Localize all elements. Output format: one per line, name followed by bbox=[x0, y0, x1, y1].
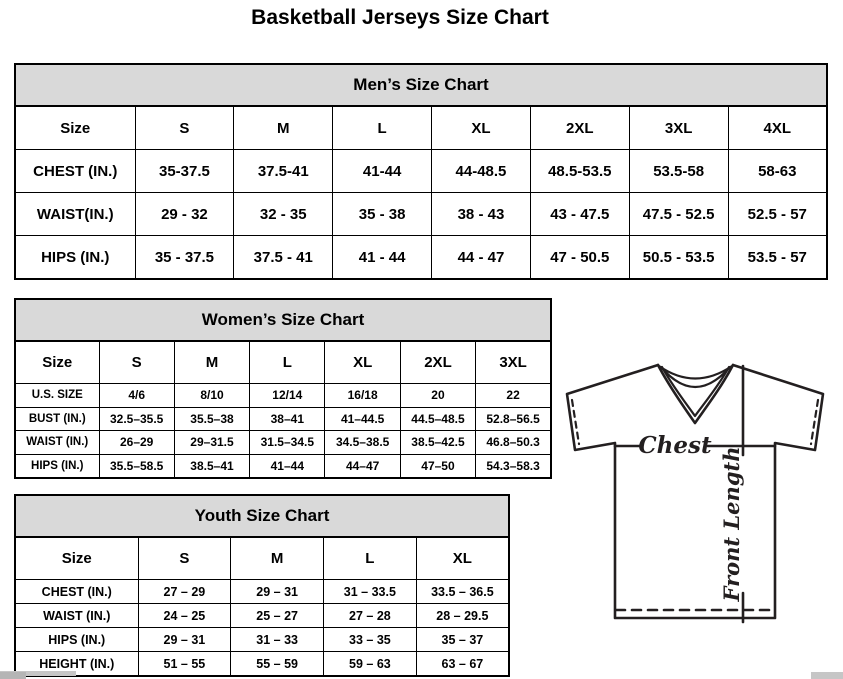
column-header: S bbox=[99, 341, 174, 384]
size-value-cell: 27 – 29 bbox=[138, 580, 231, 604]
size-value-cell: 29 – 31 bbox=[231, 580, 324, 604]
size-value-cell: 31.5–34.5 bbox=[250, 431, 325, 455]
size-value-cell: 41 - 44 bbox=[333, 236, 432, 280]
size-value-cell: 52.5 - 57 bbox=[728, 193, 827, 236]
size-value-cell: 41-44 bbox=[333, 150, 432, 193]
size-value-cell: 55 – 59 bbox=[231, 652, 324, 677]
youth-size-table bbox=[14, 494, 510, 677]
mens-size-table bbox=[14, 63, 828, 280]
size-value-cell: 16/18 bbox=[325, 384, 400, 408]
size-value-cell: 47–50 bbox=[400, 454, 475, 478]
size-value-cell: 32.5–35.5 bbox=[99, 407, 174, 431]
column-header: S bbox=[135, 106, 234, 150]
size-value-cell: 51 – 55 bbox=[138, 652, 231, 677]
size-value-cell: 54.3–58.3 bbox=[476, 454, 551, 478]
column-header: Size bbox=[15, 537, 138, 580]
row-label: HIPS (IN.) bbox=[15, 236, 135, 280]
row-label: CHEST (IN.) bbox=[15, 580, 138, 604]
column-header: 2XL bbox=[530, 106, 629, 150]
size-value-cell: 35-37.5 bbox=[135, 150, 234, 193]
size-value-cell: 38–41 bbox=[250, 407, 325, 431]
row-label: BUST (IN.) bbox=[15, 407, 99, 431]
size-value-cell: 28 – 29.5 bbox=[416, 604, 509, 628]
table-row bbox=[15, 454, 551, 478]
size-value-cell: 34.5–38.5 bbox=[325, 431, 400, 455]
table-row bbox=[15, 652, 509, 677]
size-value-cell: 47 - 50.5 bbox=[530, 236, 629, 280]
size-value-cell: 53.5-58 bbox=[629, 150, 728, 193]
row-label: CHEST (IN.) bbox=[15, 150, 135, 193]
table-title: Youth Size Chart bbox=[15, 495, 509, 537]
size-value-cell: 37.5 - 41 bbox=[234, 236, 333, 280]
table-row bbox=[15, 580, 509, 604]
size-value-cell: 44–47 bbox=[325, 454, 400, 478]
size-value-cell: 48.5-53.5 bbox=[530, 150, 629, 193]
table-row bbox=[15, 431, 551, 455]
column-header: Size bbox=[15, 341, 99, 384]
size-value-cell: 46.8–50.3 bbox=[476, 431, 551, 455]
size-value-cell: 52.8–56.5 bbox=[476, 407, 551, 431]
size-value-cell: 47.5 - 52.5 bbox=[629, 193, 728, 236]
column-header: M bbox=[174, 341, 249, 384]
column-header: Size bbox=[15, 106, 135, 150]
size-value-cell: 29 – 31 bbox=[138, 628, 231, 652]
scrollbar-corner bbox=[811, 672, 843, 679]
row-label: HIPS (IN.) bbox=[15, 454, 99, 478]
size-value-cell: 26–29 bbox=[99, 431, 174, 455]
size-value-cell: 35 - 37.5 bbox=[135, 236, 234, 280]
column-header: M bbox=[234, 106, 333, 150]
table-row bbox=[15, 150, 827, 193]
size-value-cell: 44.5–48.5 bbox=[400, 407, 475, 431]
column-header: XL bbox=[325, 341, 400, 384]
size-value-cell: 41–44 bbox=[250, 454, 325, 478]
size-value-cell: 29–31.5 bbox=[174, 431, 249, 455]
size-value-cell: 29 - 32 bbox=[135, 193, 234, 236]
table-row bbox=[15, 407, 551, 431]
womens-size-table bbox=[14, 298, 552, 479]
front-length-label: Front Length bbox=[719, 446, 744, 602]
size-value-cell: 37.5-41 bbox=[234, 150, 333, 193]
table-row bbox=[15, 193, 827, 236]
size-value-cell: 59 – 63 bbox=[324, 652, 417, 677]
column-header: L bbox=[250, 341, 325, 384]
size-value-cell: 27 – 28 bbox=[324, 604, 417, 628]
size-value-cell: 32 - 35 bbox=[234, 193, 333, 236]
row-label: WAIST (IN.) bbox=[15, 604, 138, 628]
jersey-measurement-diagram bbox=[558, 360, 843, 632]
table-row bbox=[15, 628, 509, 652]
table-title: Men’s Size Chart bbox=[15, 64, 827, 106]
column-header: L bbox=[324, 537, 417, 580]
table-row bbox=[15, 384, 551, 408]
size-value-cell: 50.5 - 53.5 bbox=[629, 236, 728, 280]
table-row bbox=[15, 604, 509, 628]
row-label: WAIST(IN.) bbox=[15, 193, 135, 236]
size-value-cell: 33 – 35 bbox=[324, 628, 417, 652]
size-value-cell: 44-48.5 bbox=[432, 150, 531, 193]
size-value-cell: 35 - 38 bbox=[333, 193, 432, 236]
size-value-cell: 25 – 27 bbox=[231, 604, 324, 628]
size-value-cell: 22 bbox=[476, 384, 551, 408]
column-header: S bbox=[138, 537, 231, 580]
size-value-cell: 31 – 33 bbox=[231, 628, 324, 652]
size-value-cell: 38.5–42.5 bbox=[400, 431, 475, 455]
column-header: XL bbox=[432, 106, 531, 150]
size-value-cell: 38.5–41 bbox=[174, 454, 249, 478]
size-value-cell: 44 - 47 bbox=[432, 236, 531, 280]
row-label: WAIST (IN.) bbox=[15, 431, 99, 455]
row-label: HEIGHT (IN.) bbox=[15, 652, 138, 677]
row-label: HIPS (IN.) bbox=[15, 628, 138, 652]
size-value-cell: 58-63 bbox=[728, 150, 827, 193]
size-value-cell: 35 – 37 bbox=[416, 628, 509, 652]
size-value-cell: 31 – 33.5 bbox=[324, 580, 417, 604]
column-header: 2XL bbox=[400, 341, 475, 384]
size-value-cell: 12/14 bbox=[250, 384, 325, 408]
row-label: U.S. SIZE bbox=[15, 384, 99, 408]
size-value-cell: 35.5–38 bbox=[174, 407, 249, 431]
size-value-cell: 24 – 25 bbox=[138, 604, 231, 628]
size-value-cell: 20 bbox=[400, 384, 475, 408]
size-value-cell: 33.5 – 36.5 bbox=[416, 580, 509, 604]
size-value-cell: 41–44.5 bbox=[325, 407, 400, 431]
size-value-cell: 38 - 43 bbox=[432, 193, 531, 236]
horizontal-scrollbar-thumb[interactable] bbox=[0, 672, 26, 679]
size-value-cell: 35.5–58.5 bbox=[99, 454, 174, 478]
column-header: L bbox=[333, 106, 432, 150]
column-header: 3XL bbox=[476, 341, 551, 384]
size-value-cell: 63 – 67 bbox=[416, 652, 509, 677]
size-value-cell: 53.5 - 57 bbox=[728, 236, 827, 280]
chest-label: Chest bbox=[638, 432, 712, 459]
column-header: 4XL bbox=[728, 106, 827, 150]
page-title: Basketball Jerseys Size Chart bbox=[251, 6, 549, 29]
size-value-cell: 4/6 bbox=[99, 384, 174, 408]
column-header: 3XL bbox=[629, 106, 728, 150]
jersey-outline bbox=[567, 365, 823, 618]
table-row bbox=[15, 236, 827, 280]
size-value-cell: 8/10 bbox=[174, 384, 249, 408]
column-header: M bbox=[231, 537, 324, 580]
size-value-cell: 43 - 47.5 bbox=[530, 193, 629, 236]
table-title: Women’s Size Chart bbox=[15, 299, 551, 341]
column-header: XL bbox=[416, 537, 509, 580]
